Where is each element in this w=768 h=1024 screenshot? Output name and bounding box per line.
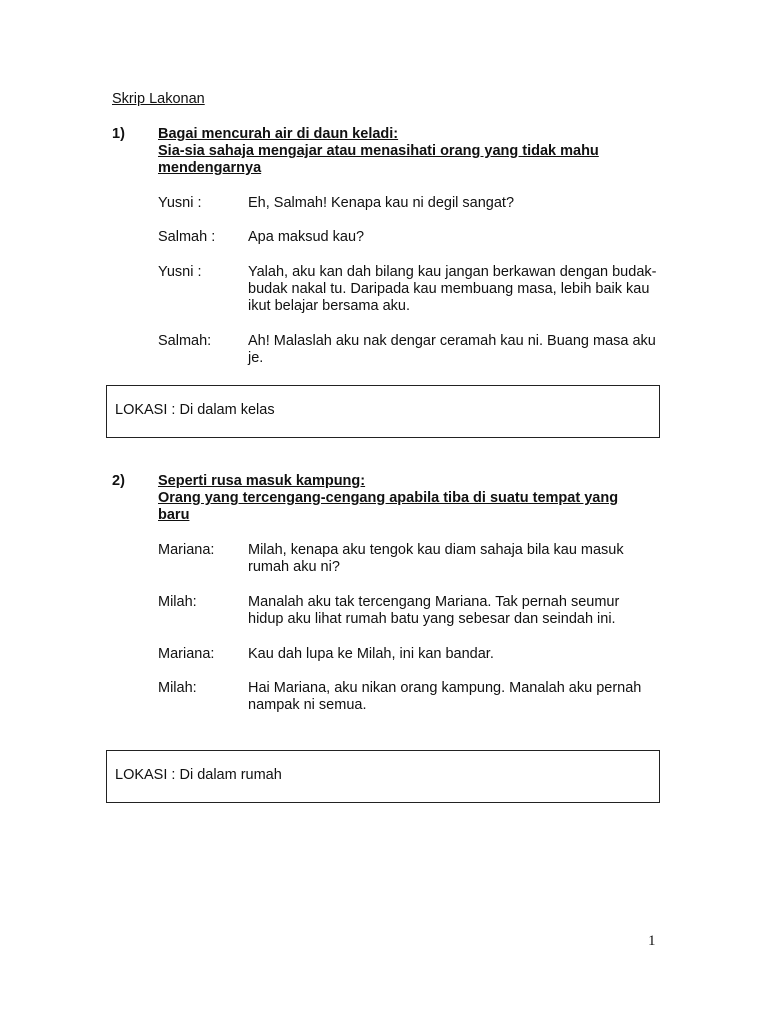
speech-text: Yalah, aku kan dah bilang kau jangan berkawan dengan budak-budak nakal tu. Daripada kau membuang masa, lebih baik kau ikut belajar bersama aku. (248, 264, 657, 314)
proverb: Bagai mencurah air di daun keladi: (158, 126, 399, 142)
speech-text: Kau dah lupa ke Milah, ini kan bandar. (248, 646, 494, 662)
document-title: Skrip Lakonan (112, 91, 205, 107)
speech-text: Hai Mariana, aku nikan orang kampung. Manalah aku pernah nampak ni semua. (248, 680, 642, 713)
speaker-name: Salmah: (158, 333, 212, 349)
speech-text: Milah, kenapa aku tengok kau diam sahaja bila kau masuk rumah aku ni? (248, 542, 624, 575)
page-number: 1 (648, 933, 656, 949)
speech-text: Ah! Malaslah aku nak dengar ceramah kau ni. Buang masa aku je. (248, 333, 656, 366)
speaker-name: Yusni : (158, 264, 202, 280)
speaker-name: Mariana: (158, 646, 215, 662)
section-heading (158, 473, 638, 524)
location-text: LOKASI : Di dalam rumah (115, 767, 282, 783)
section-number: 1) (112, 126, 125, 142)
speech-text: Manalah aku tak tercengang Mariana. Tak pernah seumur hidup aku lihat rumah batu yang sebesar dan seindah ini. (248, 594, 620, 627)
speech-text: Apa maksud kau? (248, 229, 365, 245)
section-heading (158, 126, 638, 177)
speaker-name: Mariana: (158, 542, 215, 558)
proverb: Seperti rusa masuk kampung: (158, 473, 366, 489)
section-number: 2) (112, 473, 125, 489)
proverb-meaning: Sia-sia sahaja mengajar atau menasihati orang yang tidak mahu mendengarnya (158, 143, 599, 176)
speech-text: Eh, Salmah! Kenapa kau ni degil sangat? (248, 195, 515, 211)
location-box (106, 385, 660, 438)
speaker-name: Yusni : (158, 195, 202, 211)
speaker-name: Milah: (158, 680, 197, 696)
location-text: LOKASI : Di dalam kelas (115, 402, 275, 418)
location-box (106, 750, 660, 803)
proverb-meaning: Orang yang tercengang-cengang apabila tiba di suatu tempat yang baru (158, 490, 619, 523)
speaker-name: Salmah : (158, 229, 216, 245)
speaker-name: Milah: (158, 594, 197, 610)
